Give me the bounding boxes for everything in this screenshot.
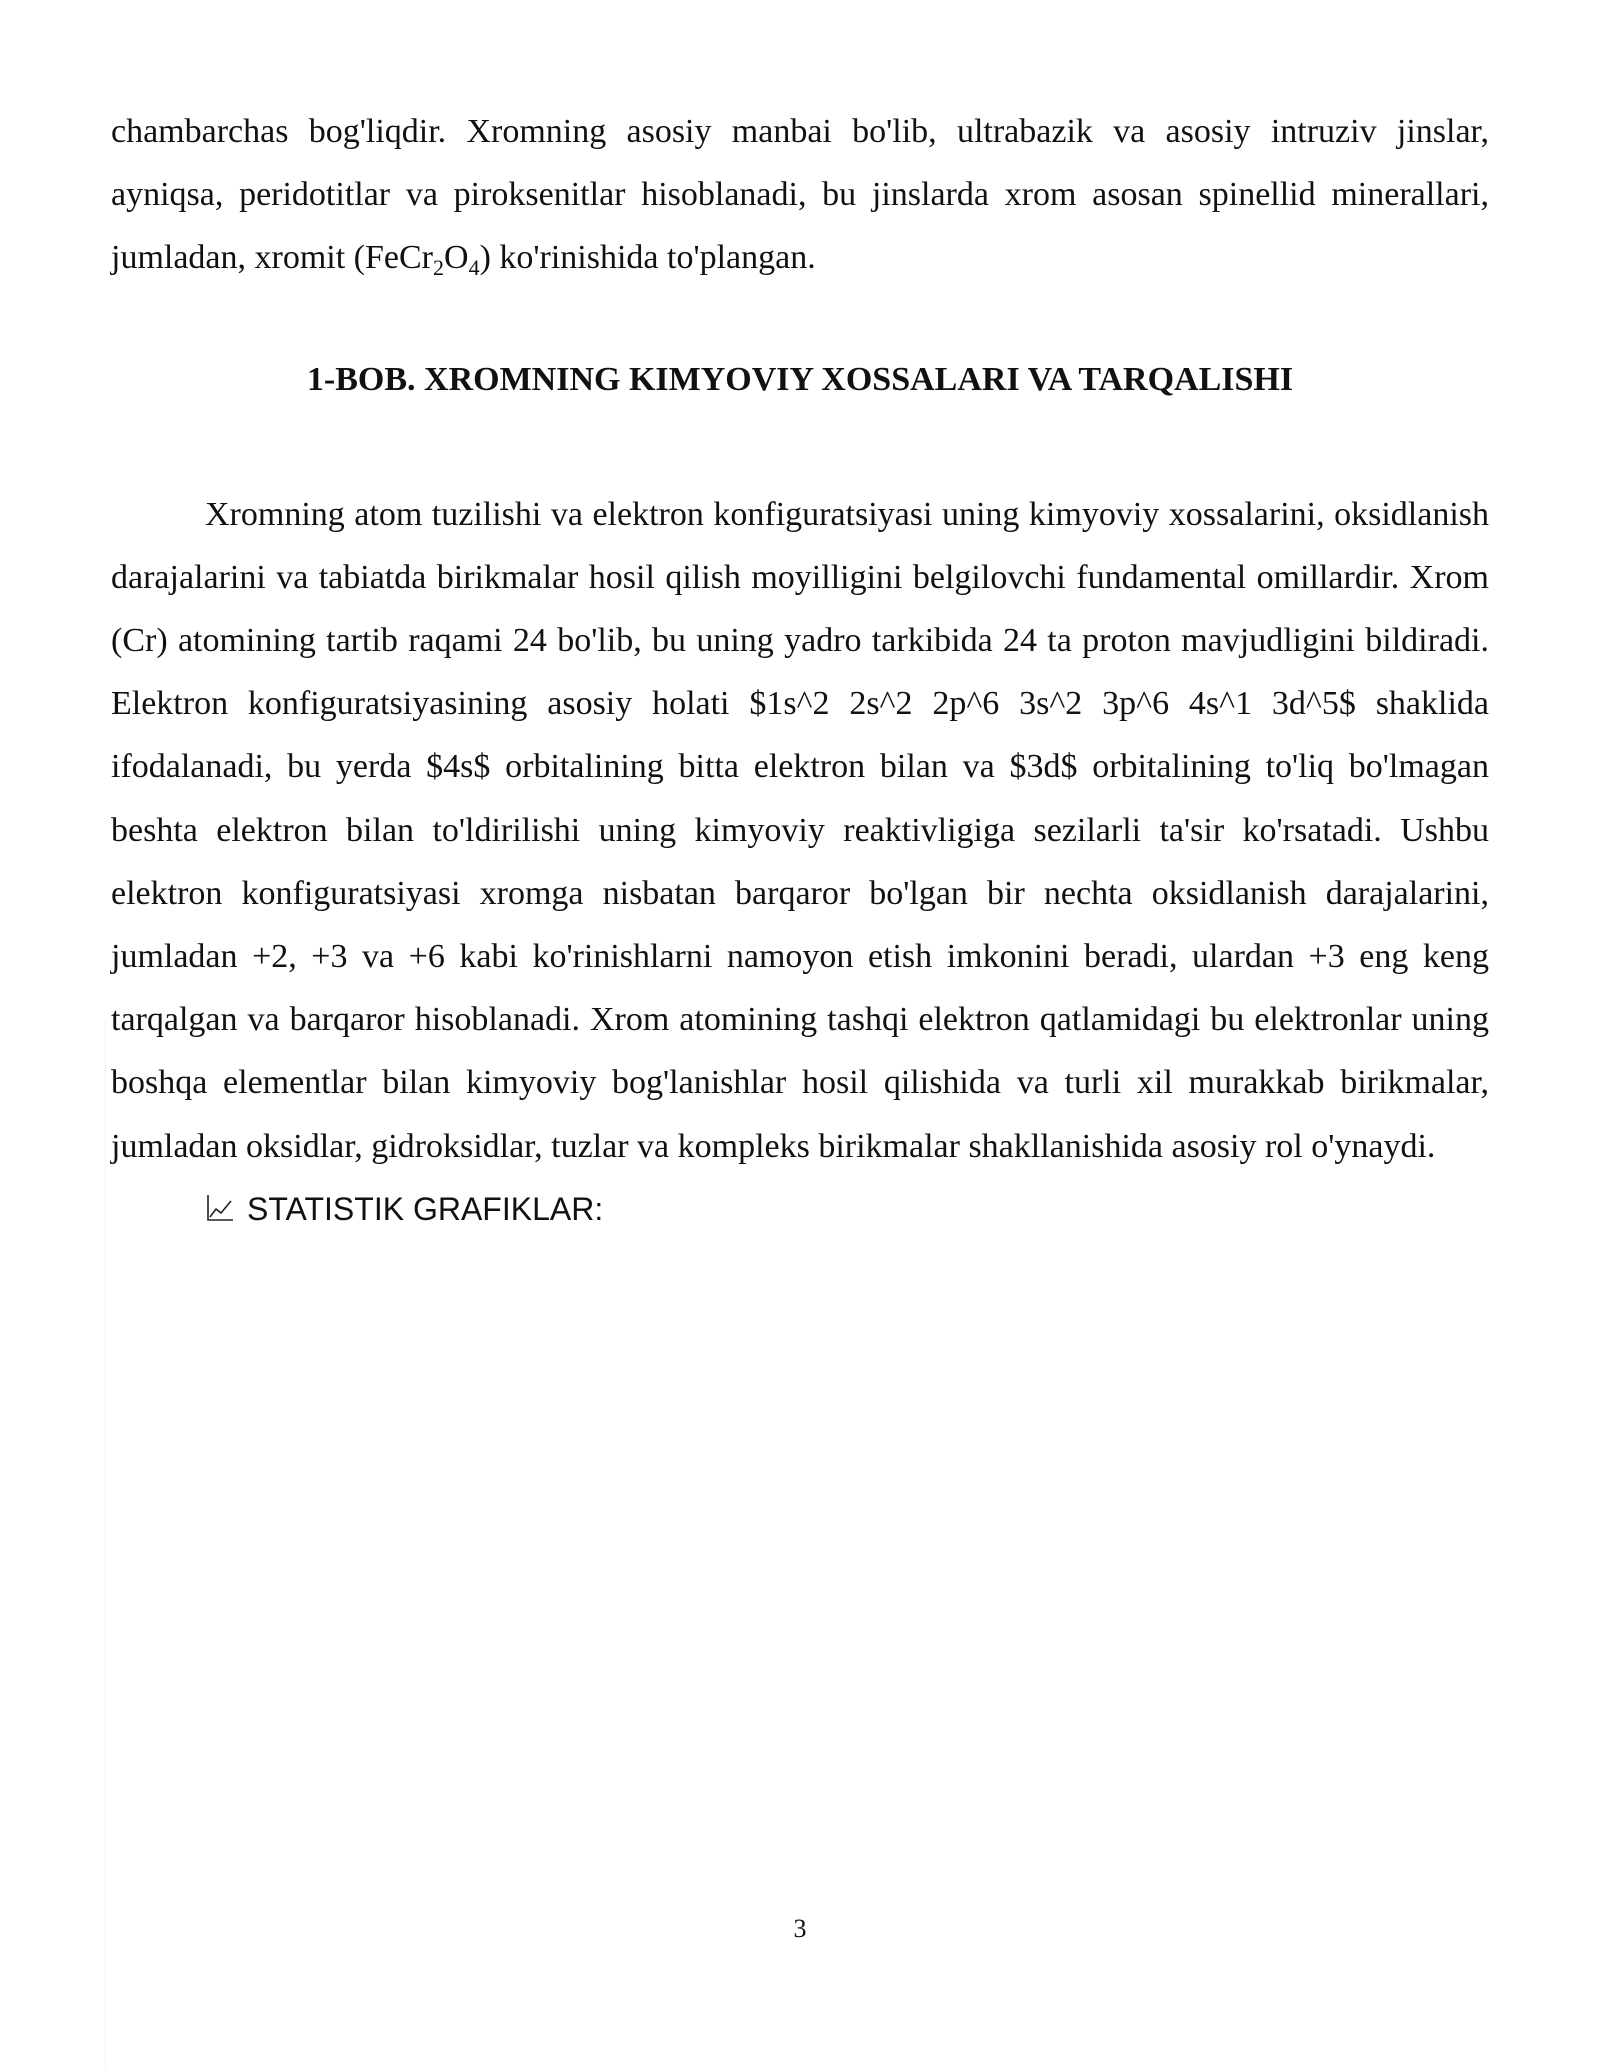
statistics-caption [111, 1178, 1489, 1241]
statistics-caption-text: STATISTIK GRAFIKLAR: [247, 1190, 604, 1227]
heading-spacer [111, 411, 1489, 483]
paragraph-intro-text: chambarchas bog'liqdir. Xromning asosiy manbai bo'lib, ultrabazik va asosiy intruziv jinslar, ayniqsa, peridotitlar va piroksenitlar hisoblanadi, bu jinslarda xrom asosan spinellid minerallari, jumladan, xromit (FeCr [111, 113, 1489, 277]
line-chart-icon [205, 1181, 235, 1211]
paragraph-atomic-structure: Xromning atom tuzilishi va elektron konfiguratsiyasi uning kimyoviy xossalarini, oksidlanish darajalarini va tabiatda birikmalar hosil qilish moyilligini belgilovchi fundamental omillardir. Xrom (Cr) atomining tartib raqami 24 bo'lib, bu uning yadro tarkibida 24 ta proton mavjudligini bildiradi. Elektron konfiguratsiyasining asosiy holati $1s^2 2s^2 2p^6 3s^2 3p^6 4s^1 3d^5$ shaklida ifodalanadi, bu yerda $4s$ orbitalining bitta elektron bilan va $3d$ orbitalining to'liq bo'lmagan beshta elektron bilan to'ldirilishi uning kimyoviy reaktivligiga sezilarli ta'sir ko'rsatadi. Ushbu elektron konfiguratsiyasi xromga nisbatan barqaror bo'lgan bir nechta oksidlanish darajalarini, jumladan +2, +3 va +6 kabi ko'rinishlarni namoyon etish imkonini beradi, ulardan +3 eng keng tarqalgan va barqaror hisoblanadi. Xrom atomining tashqi elektron qatlamidagi bu elektronlar uning boshqa elementlar bilan kimyoviy bog'lanishlar hosil qilishida va turli xil murakkab birikmalar, jumladan oksidlar, gidroksidlar, tuzlar va kompleks birikmalar shakllanishida asosiy rol o'ynaydi. [111, 495, 1489, 1165]
paragraph-intro [111, 100, 1489, 290]
page-edge-shadow [105, 1020, 106, 2070]
paragraph-intro-tail: ) ko'rinishida to'plangan. [479, 239, 816, 277]
page-number: 3 [793, 1914, 807, 1943]
formula-subscript-2: 2 [433, 255, 445, 281]
formula-subscript-4: 4 [468, 255, 480, 281]
page-content [111, 100, 1489, 1241]
chapter-heading: 1-BOB. XROMNING KIMYOVIY XOSSALARI VA TARQALISHI [306, 360, 1294, 398]
formula-oxygen: O [444, 239, 469, 277]
